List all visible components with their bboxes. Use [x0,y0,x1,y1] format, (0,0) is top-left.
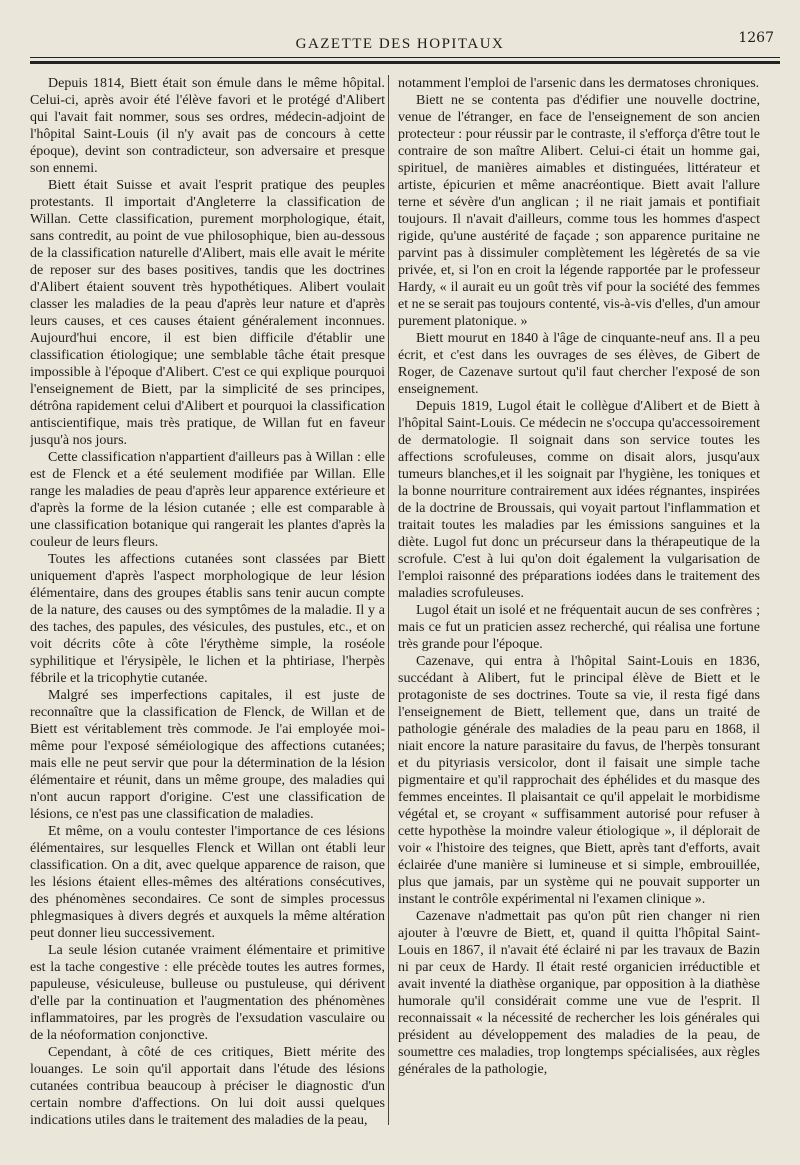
right-column [398,75,760,1135]
paragraph: Cette classification n'appartient d'ailleurs pas à Willan : elle est de Flenck et a été seulement modifiée par Willan. Elle range les maladies de peau d'après leur apparence extérieure et d'après la forme de la lésion cutanée ; elle est comparable à une classification botanique qui rangerait les plantes d'après la couleur de leurs fleurs. [30,450,385,550]
paragraph: Cependant, à côté de ces critiques, Biett mérite des louanges. Le soin qu'il apportait dans l'étude des lésions cutanées contribua beaucoup à préciser le diagnostic d'un certain nombre d'affections. On lui doit aussi quelques indications utiles dans le traitement des maladies de la peau, [30,1045,385,1128]
paragraph: Malgré ses imperfections capitales, il est juste de reconnaître que la classification de Flenck, de Willan et de Biett est véritablement très commode. Je l'ai employée moi-même pour l'exposé séméiologique des affections cutanées; mais elle ne peut servir que pour la détermination de la lésion élémentaire et réunit, dans un même groupe, des maladies qui n'ont aucun rapport d'origine. C'est une classification de lésions, ce n'est pas une classification de maladies. [30,688,385,822]
header-rule-thin [30,57,780,58]
paragraph: Biett ne se contenta pas d'édifier une nouvelle doctrine, venue de l'étranger, en face de l'enseignement de son ancien protecteur : pour réussir par le contraste, il s'efforça d'être tout le contraire de son maître Alibert. Celui-ci était un homme gai, spirituel, de manières aimables et distinguées, littérateur et artiste, épicurien et même anacréontique. Biett avait l'allure terne et sévère d'un anglican ; il ne riait jamais et pontifiait toujours. Il n'avait d'ailleurs, comme tous les hommes d'aspect rigide, qu'une austérité de façade ; son apparence puritaine ne parvint pas à dissimuler complètement les légèretés de sa vie privée, et, si l'on en croit la légende rapportée par le professeur Hardy, « il aurait eu un goût très vif pour la société des femmes et ne se serait pas toujours contenté, vis-à-vis d'elles, d'un amour purement platonique. » [398,93,760,329]
paragraph: Depuis 1819, Lugol était le collègue d'Alibert et de Biett à l'hôpital Saint-Louis. Ce médecin ne s'occupa qu'accessoirement de dermatologie. Il soignait dans son service toutes les affections scrofuleuses, comme on disait alors, jusqu'aux tumeurs blanches,et il les soignait par l'hygiène, les toniques et la bonne nourriture contrairement aux idées régnantes, inspirées de la doctrine de Broussais, qui voyait partout l'inflammation et traitait toutes les maladies par les émissions sanguines et la diète. Lugol fut donc un précurseur dans la thérapeutique de la scrofule. C'est à lui qu'on doit également la vulgarisation de l'emploi raisonné des préparations iodées dans le traitement des maladies scrofuleuses. [398,399,760,601]
paragraph: Toutes les affections cutanées sont classées par Biett uniquement d'après l'aspect morphologique de leur lésion élémentaire, dans des groupes établis sans tenir aucun compte de la nature, des causes ou des symptômes de la maladie. Il y a des taches, des papules, des vésicules, des pustules, etc., et on voit décrits côte à côte l'érythème simple, la roséole syphilitique et l'érysipèle, le lichen et la phtiriase, l'herpès fébrile et la tricophytie cutanée. [30,552,385,686]
paragraph: Biett était Suisse et avait l'esprit pratique des peuples protestants. Il importait d'Angleterre la classification de Willan. Cette classification, purement morphologique, était, sans contredit, au point de vue philosophique, bien au-dessous de la classification naturelle d'Alibert, mais elle avait le mérite de reposer sur des bases positives, tandis que les doctrines d'Alibert étaient souvent très hypothétiques. Alibert voulait classer les maladies de la peau d'après leur nature et d'après leurs causes, et ces causes étaient généralement inconnues. Aujourd'hui encore, il est bien difficile d'établir une classification étiologique; une semblable tâche était presque impossible à l'époque d'Alibert. C'est ce qui explique pourquoi l'enseignement de Biett, par la simplicité de ses principes, détrôna rapidement celui d'Alibert et pourquoi la classification antiscientifique, mais très pratique, de Willan fut en faveur jusqu'à nos jours. [30,178,385,448]
paragraph: La seule lésion cutanée vraiment élémentaire et primitive est la tache congestive : elle précède toutes les autres formes, papuleuse, vésiculeuse, bulleuse ou pustuleuse, qui dérivent d'elle par la continuation et l'augmentation des phénomènes inflammatoires, par les progrès de l'exsudation vasculaire ou de la néoformation conjonctive. [30,943,385,1043]
paragraph: notamment l'emploi de l'arsenic dans les dermatoses chroniques. [398,76,760,91]
journal-title: GAZETTE DES HOPITAUX [295,36,505,52]
page-number: 1267 [738,30,774,46]
header-rule-thick [30,61,780,64]
page-header [20,30,780,60]
paragraph: Biett mourut en 1840 à l'âge de cinquante-neuf ans. Il a peu écrit, et c'est dans les ouvrages de ses élèves, de Gibert de Roger, de Cazenave surtout qu'il faut chercher l'exposé de son enseignement. [398,331,760,397]
paragraph: Et même, on a voulu contester l'importance de ces lésions élémentaires, sur lesquelles Flenck et Willan ont établi leur classification. On a dit, avec quelque apparence de raison, que les lésions étaient elles-mêmes des altérations consécutives, des phénomènes secondaires. Ce sont de simples processus phlegmasiques à divers degrés et auxquels la même altération peut donner lieu successivement. [30,824,385,941]
paragraph: Cazenave n'admettait pas qu'on pût rien changer ni rien ajouter à l'œuvre de Biett, et, quand il quitta l'hôpital Saint-Louis en 1867, il n'avait été éclairé ni par les travaux de Bazin ni par ceux de Hardy. Il était resté organicien irréductible et avait inventé la diathèse organique, par opposition à la diathèse humorale qu'il considérait comme une vue de l'esprit. Il reconnaissait « la nécessité de rechercher les lois générales qui président au développement des maladies de la peau, de soumettre ces maladies, trop longtemps spécialisées, aux règles générales de la pathologie, [398,909,760,1077]
column-divider [388,75,389,1125]
left-column [30,75,385,1135]
paragraph: Lugol était un isolé et ne fréquentait aucun de ses confrères ; mais ce fut un praticien assez recherché, qui réalisa une fortune très grande pour l'époque. [398,603,760,652]
paragraph: Depuis 1814, Biett était son émule dans le même hôpital. Celui-ci, après avoir été l'élève favori et le protégé d'Alibert qui l'avait fait nommer, sous ses ordres, médecin-adjoint de l'hôpital Saint-Louis (il n'y avait pas de concours à cette époque), devint son contradicteur, son adversaire et presque son ennemi. [30,76,385,176]
paragraph: Cazenave, qui entra à l'hôpital Saint-Louis en 1836, succédant à Alibert, fut le principal élève de Biett et le protagoniste de ses doctrines. Toute sa vie, il resta figé dans l'enseignement de Biett, tellement que, dans un traité de pathologie générale des maladies de la peau paru en 1868, il niait encore la nature parasitaire du favus, de l'herpès tonsurant et du pityriasis versicolor, dont il faisait une simple tache pigmentaire et qu'il rapprochait des éphélides et du masque des femmes enceintes. Il plaisantait ce qu'il appelait le morbidisme végétal et, se croyant « suffisamment autorisé pour refuser à cette hypothèse la moindre valeur étiologique », il déplorait de voir « l'histoire des teignes, que Biett, après tant d'efforts, avait éclairée d'une manière si lumineuse et si simple, embrouillée, plus que jamais, par un système qui ne pouvait supporter un instant le contrôle expérimental ni l'examen clinique ». [398,654,760,907]
